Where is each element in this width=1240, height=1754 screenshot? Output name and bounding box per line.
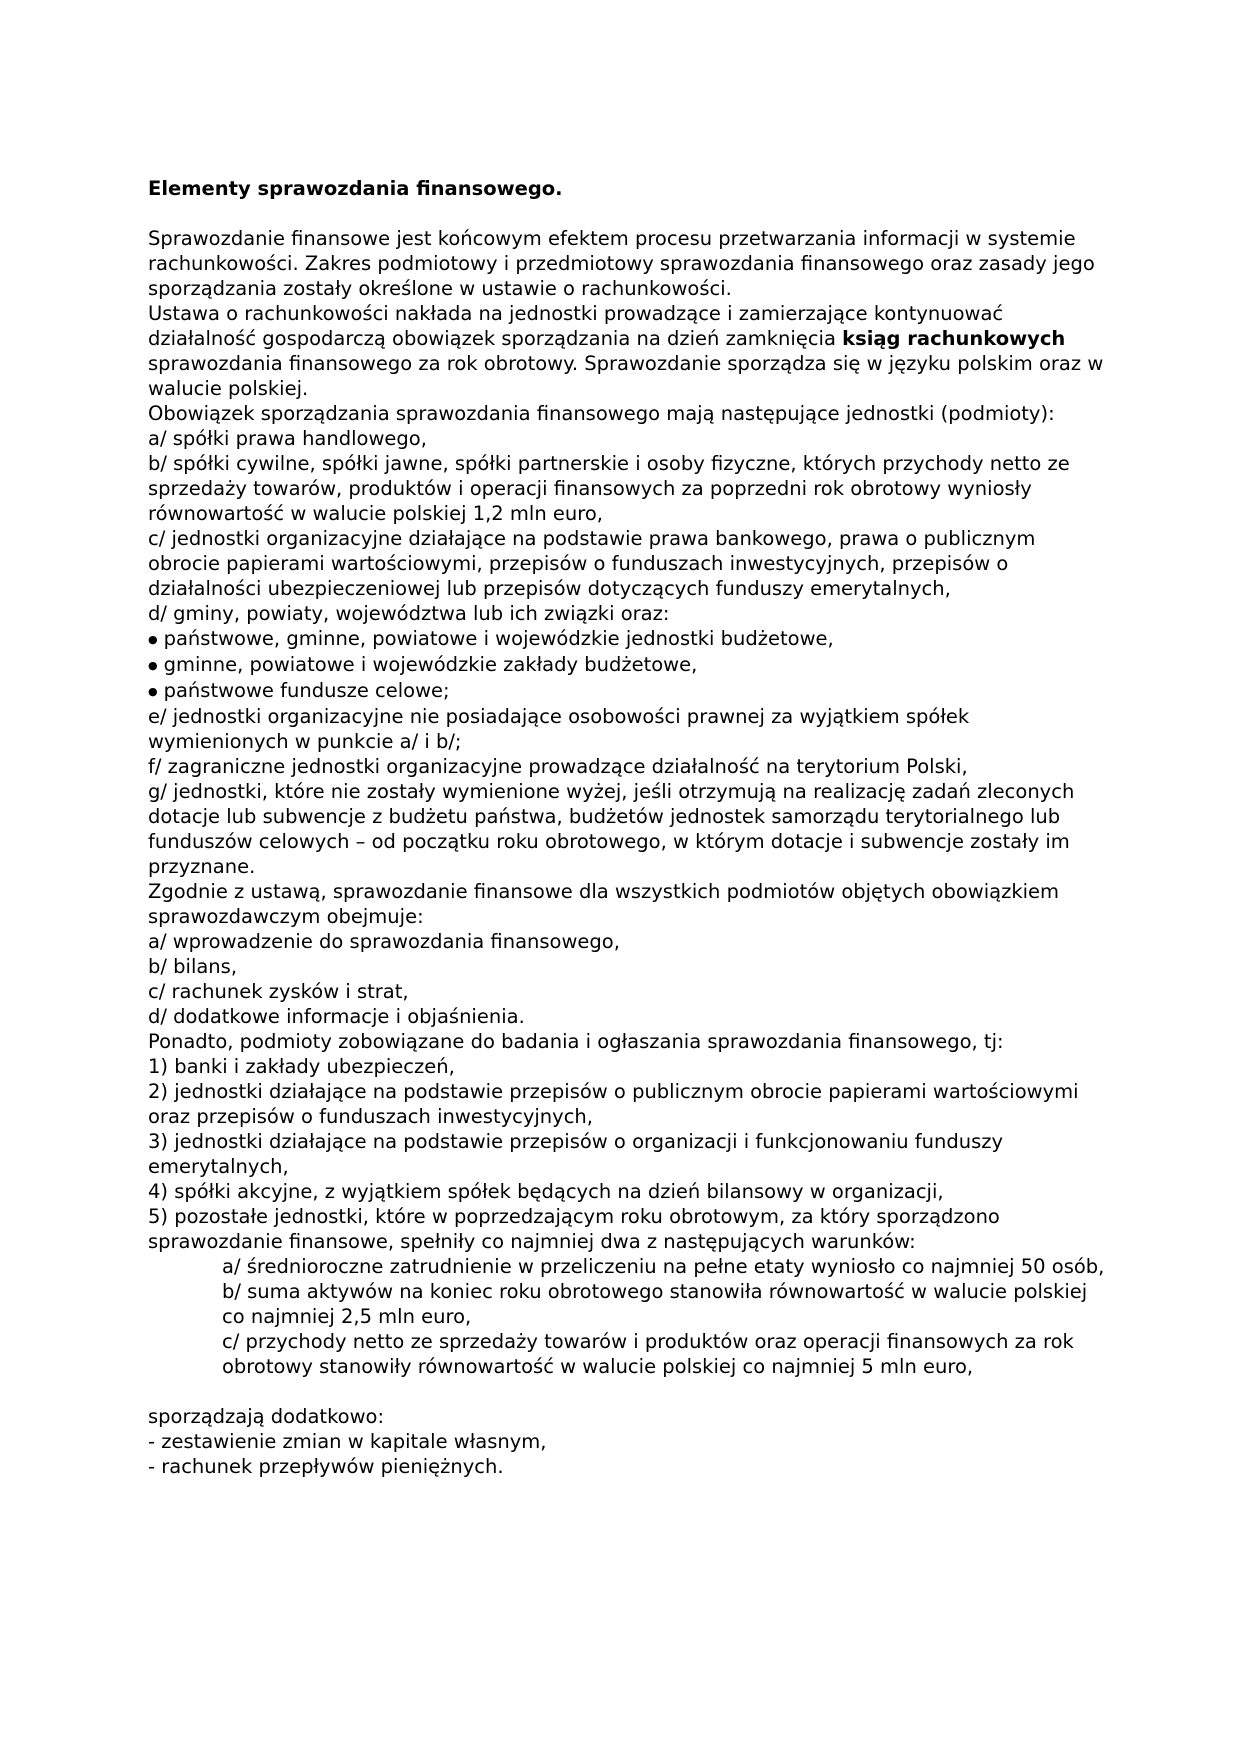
component-item: d/ dodatkowe informacje i objaśnienia. xyxy=(148,1005,525,1028)
audit-intro: Ponadto, podmioty zobowiązane do badania i ogłaszania sprawozdania finansowego, tj: xyxy=(148,1030,1004,1053)
entity-item: a/ spółki prawa handlowego, xyxy=(148,427,427,450)
obligation-text-before: Ustawa o rachunkowości nakłada na jednostki prowadzące i zamierzające kontynuować działalność gospodarczą obowiązek sporządzania na dzień zamknięcia xyxy=(148,302,1004,350)
document-page xyxy=(148,176,1108,1479)
entity-item: e/ jednostki organizacyjne nie posiadające osobowości prawnej za wyjątkiem spółek wymienionych w punkcie a/ i b/; xyxy=(148,705,970,753)
intro-paragraph: Sprawozdanie finansowe jest końcowym efektem procesu przetwarzania informacji w systemie rachunkowości. Zakres podmiotowy i przedmiotowy sprawozdania finansowego oraz zasady jego sporządzania zostały określone w ustawie o rachunkowości. xyxy=(148,227,1095,300)
bullet-item: ● państwowe, gminne, powiatowe i wojewódzkie jednostki budżetowe, xyxy=(148,626,1108,652)
document-title: Elementy sprawozdania finansowego. xyxy=(148,177,563,200)
component-item: b/ bilans, xyxy=(148,955,238,978)
bullet-item: ● państwowe fundusze celowe; xyxy=(148,678,1108,704)
audit-item: 4) spółki akcyjne, z wyjątkiem spółek będących na dzień bilansowy w organizacji, xyxy=(148,1180,944,1203)
components-intro: Zgodnie z ustawą, sprawozdanie finansowe dla wszystkich podmiotów objętych obowiązkiem sprawozdawczym obejmuje: xyxy=(148,880,1060,928)
obligation-text-after: sprawozdania finansowego za rok obrotowy. Sprawozdanie sporządza się w języku polskim oraz w walucie polskiej. xyxy=(148,352,1104,400)
condition-item: c/ przychody netto ze sprzedaży towarów i produktów oraz operacji finansowych za rok obrotowy stanowiły równowartość w walucie polskiej co najmniej 5 mln euro, xyxy=(222,1330,1074,1378)
component-item: c/ rachunek zysków i strat, xyxy=(148,980,409,1003)
condition-item: a/ średnioroczne zatrudnienie w przeliczeniu na pełne etaty wyniosło co najmniej 50 osób, xyxy=(222,1255,1105,1278)
component-item: a/ wprowadzenie do sprawozdania finansowego, xyxy=(148,930,620,953)
audit-item: 3) jednostki działające na podstawie przepisów o organizacji i funkcjonowaniu funduszy emerytalnych, xyxy=(148,1130,1004,1178)
entity-item: c/ jednostki organizacyjne działające na podstawie prawa bankowego, prawa o publicznym obrocie papierami wartościowymi, przepisów o funduszach inwestycyjnych, przepisów o działalności ubezpieczeniowej lub przepisów dotyczących funduszy emerytalnych, xyxy=(148,527,1036,600)
obligation-paragraph xyxy=(148,301,1108,401)
entity-item: d/ gminy, powiaty, województwa lub ich związki oraz: xyxy=(148,602,670,625)
additional-intro: sporządzają dodatkowo: xyxy=(148,1405,385,1428)
audit-item: 1) banki i zakłady ubezpieczeń, xyxy=(148,1055,455,1078)
audit-item: 2) jednostki działające na podstawie przepisów o publicznym obrocie papierami wartościowymi oraz przepisów o funduszach inwestycyjnych, xyxy=(148,1080,1079,1128)
entity-item: g/ jednostki, które nie zostały wymienione wyżej, jeśli otrzymują na realizację zadań zleconych dotacje lub subwencje z budżetu państwa, budżetów jednostek samorządu terytorialnego lub funduszów celowych – od początku roku obrotowego, w którym dotacje i subwencje zostały im przyznane. xyxy=(148,780,1075,878)
entities-intro: Obowiązek sporządzania sprawozdania finansowego mają następujące jednostki (podmioty): xyxy=(148,402,1055,425)
bullet-item: ● gminne, powiatowe i wojewódzkie zakłady budżetowe, xyxy=(148,652,1108,678)
entity-item: b/ spółki cywilne, spółki jawne, spółki partnerskie i osoby fizyczne, których przychody netto ze sprzedaży towarów, produktów i operacji finansowych za poprzedni rok obrotowy wyniosły równowartość w walucie polskiej 1,2 mln euro, xyxy=(148,452,1070,525)
entity-item: f/ zagraniczne jednostki organizacyjne prowadzące działalność na terytorium Polski, xyxy=(148,755,968,778)
additional-item: - zestawienie zmian w kapitale własnym, xyxy=(148,1430,547,1453)
spacer xyxy=(148,1379,1108,1404)
condition-item: b/ suma aktywów na koniec roku obrotowego stanowiła równowartość w walucie polskiej co najmniej 2,5 mln euro, xyxy=(222,1280,1088,1328)
additional-item: - rachunek przepływów pieniężnych. xyxy=(148,1455,504,1478)
obligation-bold-term: ksiąg rachunkowych xyxy=(842,327,1066,350)
audit-item: 5) pozostałe jednostki, które w poprzedzającym roku obrotowym, za który sporządzono sprawozdanie finansowe, spełniły co najmniej dwa z następujących warunków: xyxy=(148,1205,1000,1253)
